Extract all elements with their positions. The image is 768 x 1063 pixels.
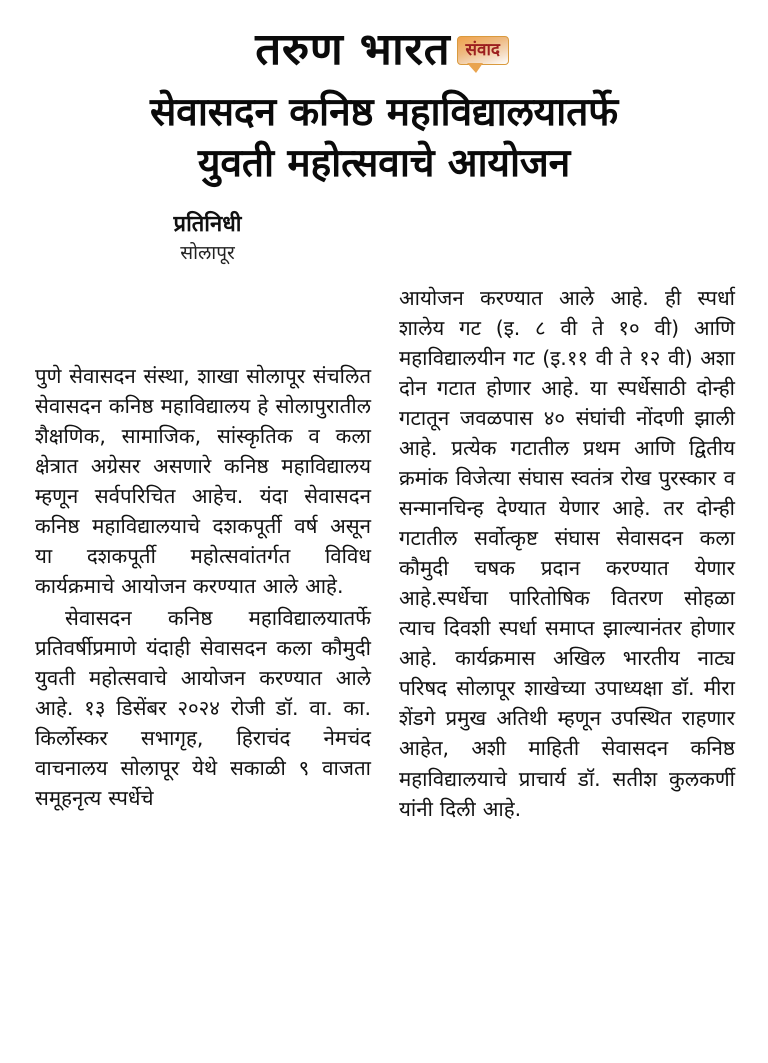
samvad-badge bbox=[457, 36, 509, 65]
article-column-right bbox=[399, 283, 735, 824]
headline-line-2: युवती महोत्सवाचे आयोजन bbox=[197, 140, 571, 186]
byline bbox=[35, 211, 380, 266]
headline-line-1: सेवासदन कनिष्ठ महाविद्यालयातर्फे bbox=[150, 90, 618, 135]
article-body bbox=[35, 283, 735, 824]
article-column-left bbox=[35, 283, 371, 813]
masthead-title: तरुण भारत bbox=[255, 24, 451, 75]
masthead bbox=[0, 0, 768, 74]
article-paragraph: पुणे सेवासदन संस्था, शाखा सोलापूर संचलित सेवासदन कनिष्ठ महाविद्यालय हे सोलापुरातील शैक्षणिक, सामाजिक, सांस्कृतिक व कला क्षेत्रात अग्रेसर असणारे कनिष्ठ महाविद्यालय म्हणून सर्वपरिचित आहेच. यंदा सेवासदन कनिष्ठ महाविद्यालयाचे दशकपूर्ती वर्ष असून या दशकपूर्ती महोत्सवांतर्गत विविध कार्यक्रमाचे आयोजन करण्यात आले आहे. bbox=[35, 364, 371, 599]
speech-bubble-tail-icon bbox=[467, 63, 483, 73]
article-paragraph: सेवासदन कनिष्ठ महाविद्यालयातर्फे प्रतिवर्षीप्रमाणे यंदाही सेवासदन कला कौमुदी युवती महोत्सवाचे आयोजन करण्यात आले आहे. १३ डिसेंबर २०२४ रोजी डॉ. वा. का. किर्लोस्कर सभागृह, हिराचंद नेमचंद वाचनालय सोलापूर येथे सकाळी ९ वाजता समूहनृत्य स्पर्धेचे bbox=[35, 606, 371, 811]
byline-dateline-place: सोलापूर bbox=[180, 241, 235, 264]
article-paragraph: आयोजन करण्यात आले आहे. ही स्पर्धा शालेय गट (इ. ८ वी ते १० वी) आणि महाविद्यालयीन गट (इ.११ वी ते १२ वी) अशा दोन गटात होणार आहे. या स्पर्धेसाठी दोन्ही गटातून जवळपास ४० संघांची नोंदणी झाली आहे. प्रत्येक गटातील प्रथम आणि द्वितीय क्रमांक विजेत्या संघास स्वतंत्र रोख पुरस्कार व सन्मानचिन्ह देण्यात येणार आहे. तर दोन्ही गटातील सर्वोत्कृष्ट संघास सेवासदन कला कौमुदी चषक प्रदान करण्यात येणार आहे.स्पर्धेचा पारितोषिक वितरण सोहळा त्याच दिवशी स्पर्धा समाप्त झाल्यानंतर होणार आहे. कार्यक्रमास अखिल भारतीय नाट्य परिषद सोलापूर शाखेच्या उपाध्यक्षा डॉ. मीरा शेंडगे प्रमुख अतिथी म्हणून उपस्थित राहणार आहेत, अशी माहिती सेवासदन कनिष्ठ महाविद्यालयाचे प्राचार्य डॉ. सतीश कुलकर्णी यांनी दिली आहे. bbox=[399, 286, 735, 821]
byline-author: प्रतिनिधी bbox=[173, 212, 242, 238]
samvad-badge-label: संवाद bbox=[465, 39, 500, 60]
headline bbox=[28, 88, 740, 189]
